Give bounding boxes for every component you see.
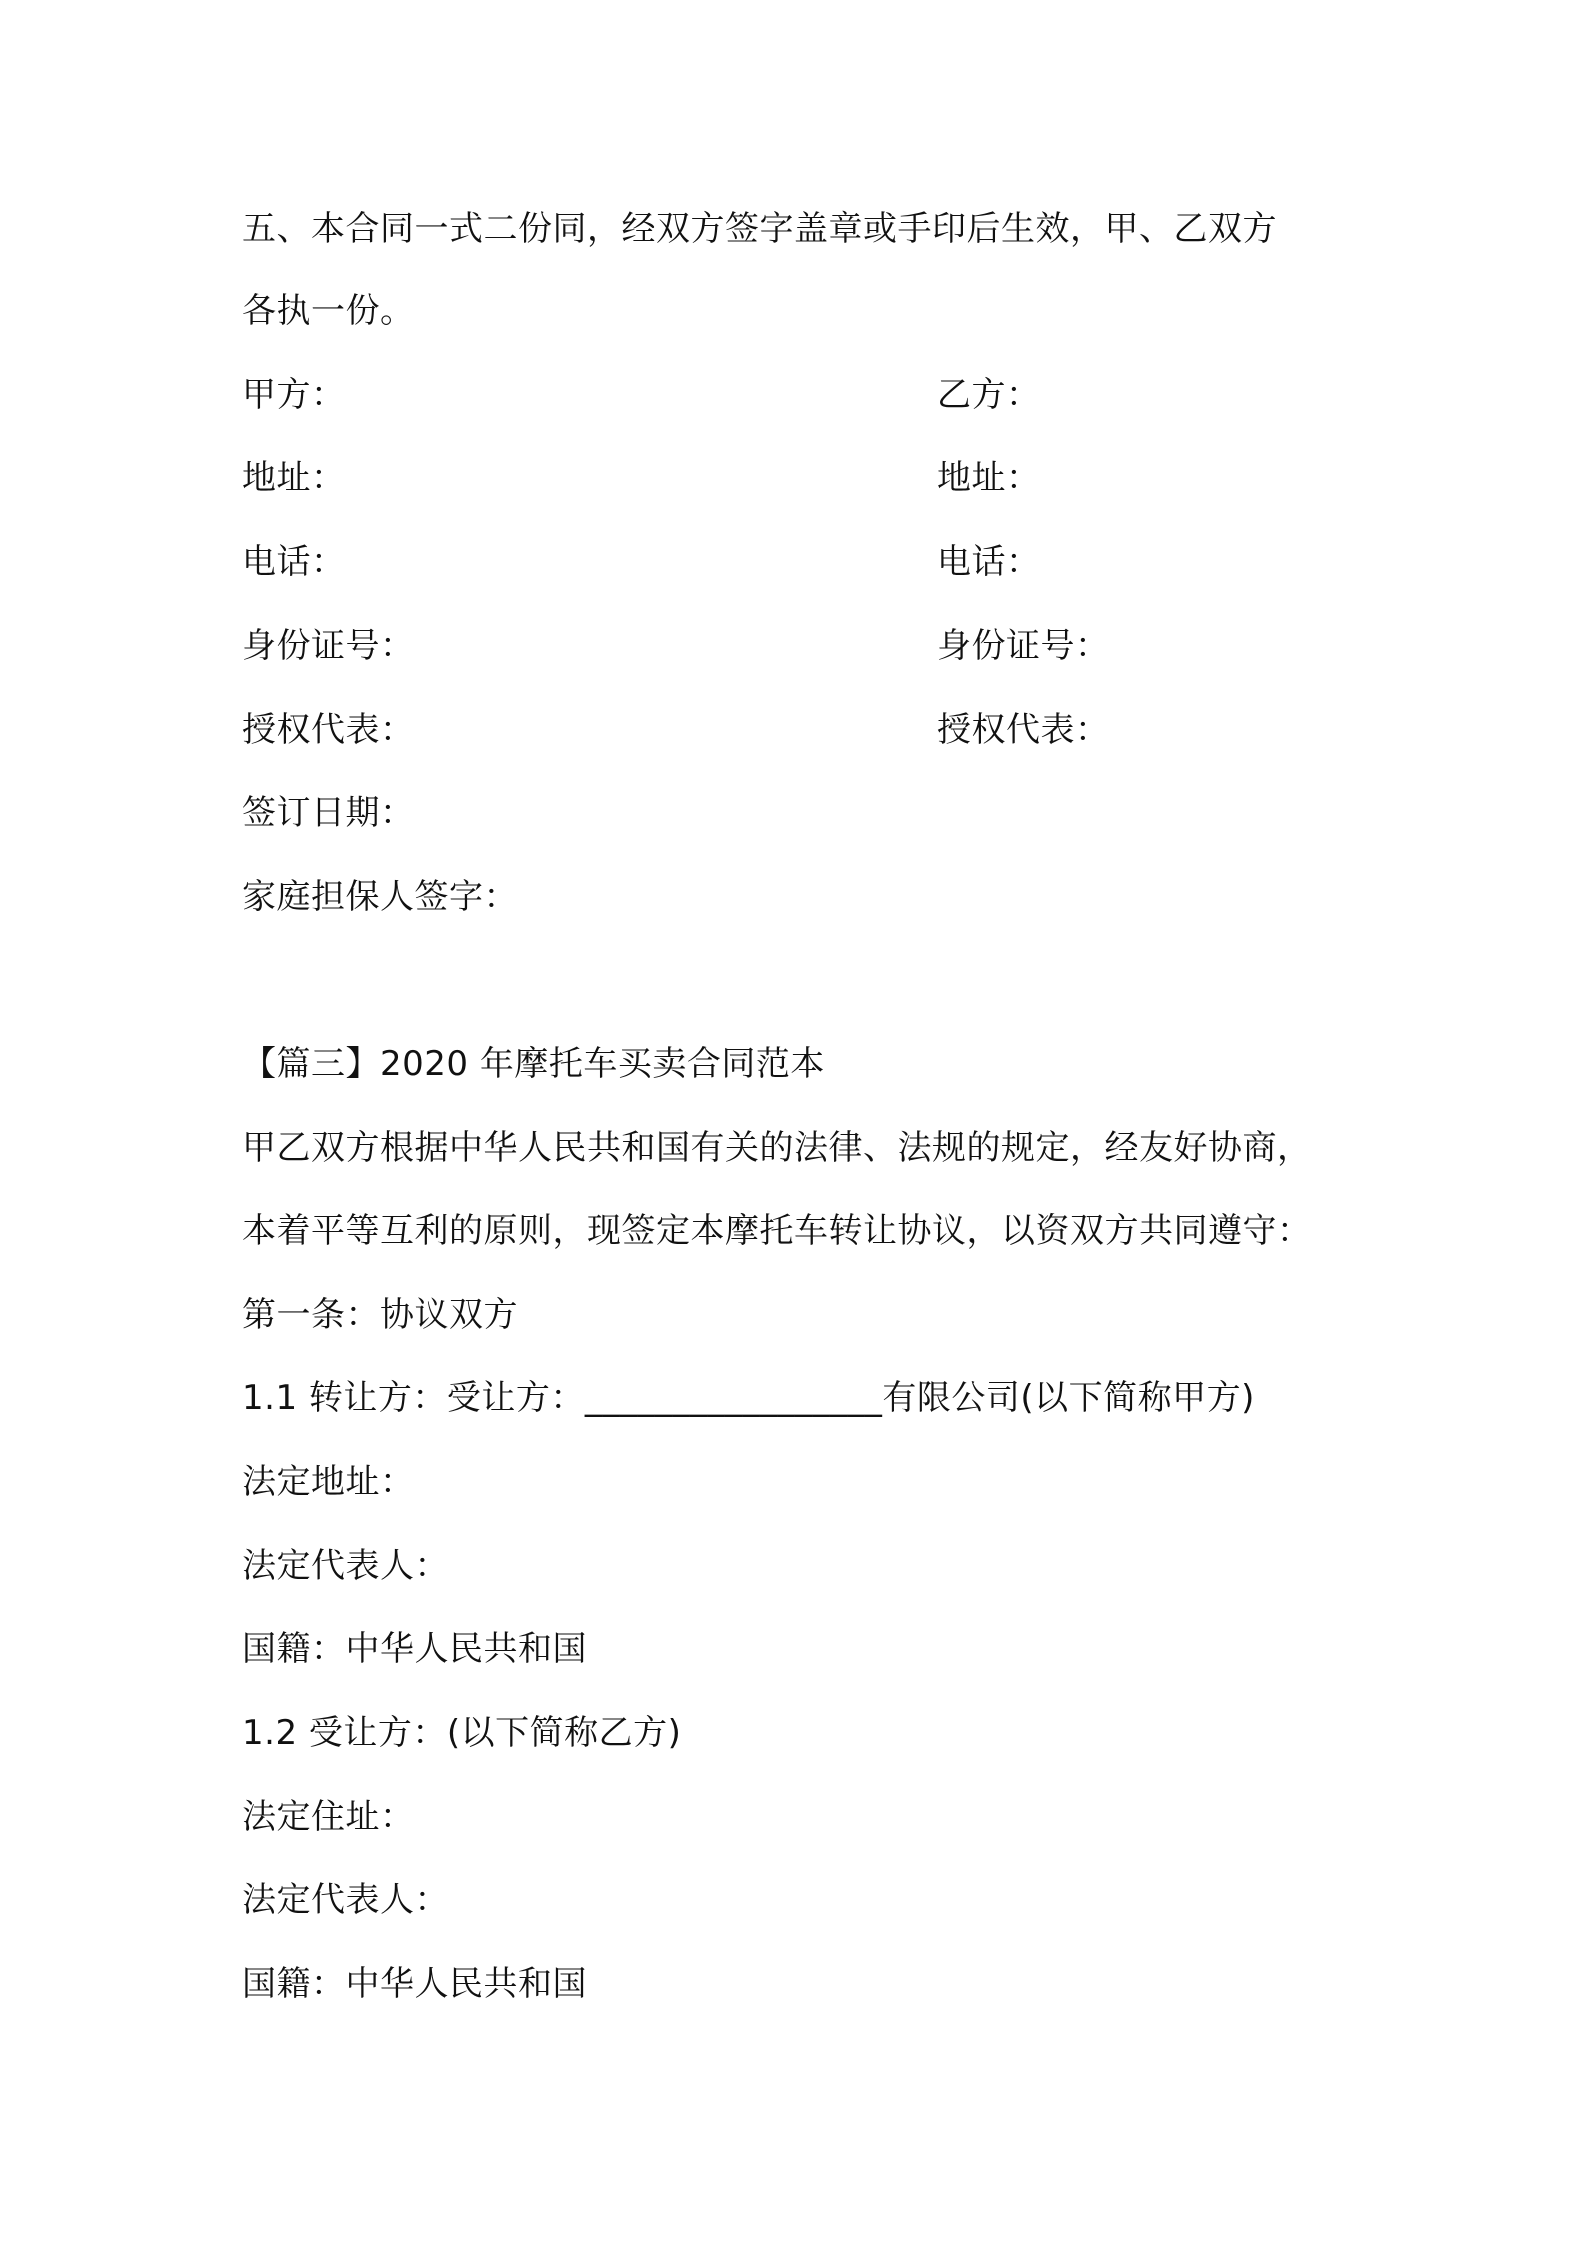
party-a-nationality: 国籍：中华人民共和国: [242, 1629, 587, 1669]
party-b-id-label: 身份证号：: [937, 626, 1110, 666]
party-a-phone-label: 电话：: [242, 542, 346, 582]
party-b-legal-residence-label: 法定住址：: [242, 1797, 415, 1837]
clause-five-line-2: 各执一份。: [242, 291, 415, 331]
party-b-nationality: 国籍：中华人民共和国: [242, 1964, 587, 2004]
party-a-rep-label: 授权代表：: [242, 710, 415, 750]
party-b-rep-label: 授权代表：: [937, 710, 1110, 750]
party-a-legal-rep-label: 法定代表人：: [242, 1546, 449, 1586]
party-b-address-label: 地址：: [937, 458, 1041, 498]
party-a-legal-address-label: 法定地址：: [242, 1462, 415, 1502]
sign-date-label: 签订日期：: [242, 793, 415, 833]
intro-line-2: 本着平等互利的原则，现签定本摩托车转让协议，以资双方共同遵守：: [242, 1211, 1312, 1251]
clause-five-line-1: 五、本合同一式二份同，经双方签字盖章或手印后生效，甲、乙双方: [242, 209, 1277, 249]
party-a-label: 甲方：: [242, 375, 346, 415]
item-1-1: 1.1 转让方：受让方：_________________有限公司(以下简称甲方): [242, 1378, 1255, 1418]
party-b-phone-label: 电话：: [937, 542, 1041, 582]
guarantor-signature-label: 家庭担保人签字：: [242, 877, 518, 917]
party-a-address-label: 地址：: [242, 458, 346, 498]
party-a-id-label: 身份证号：: [242, 626, 415, 666]
article-one-heading: 第一条：协议双方: [242, 1295, 518, 1335]
party-b-legal-rep-label: 法定代表人：: [242, 1880, 449, 1920]
intro-line-1: 甲乙双方根据中华人民共和国有关的法律、法规的规定，经友好协商，: [242, 1128, 1312, 1168]
item-1-2: 1.2 受让方：(以下简称乙方): [242, 1713, 682, 1753]
section-three-heading: 【篇三】2020 年摩托车买卖合同范本: [242, 1044, 825, 1084]
party-b-label: 乙方：: [937, 375, 1041, 415]
